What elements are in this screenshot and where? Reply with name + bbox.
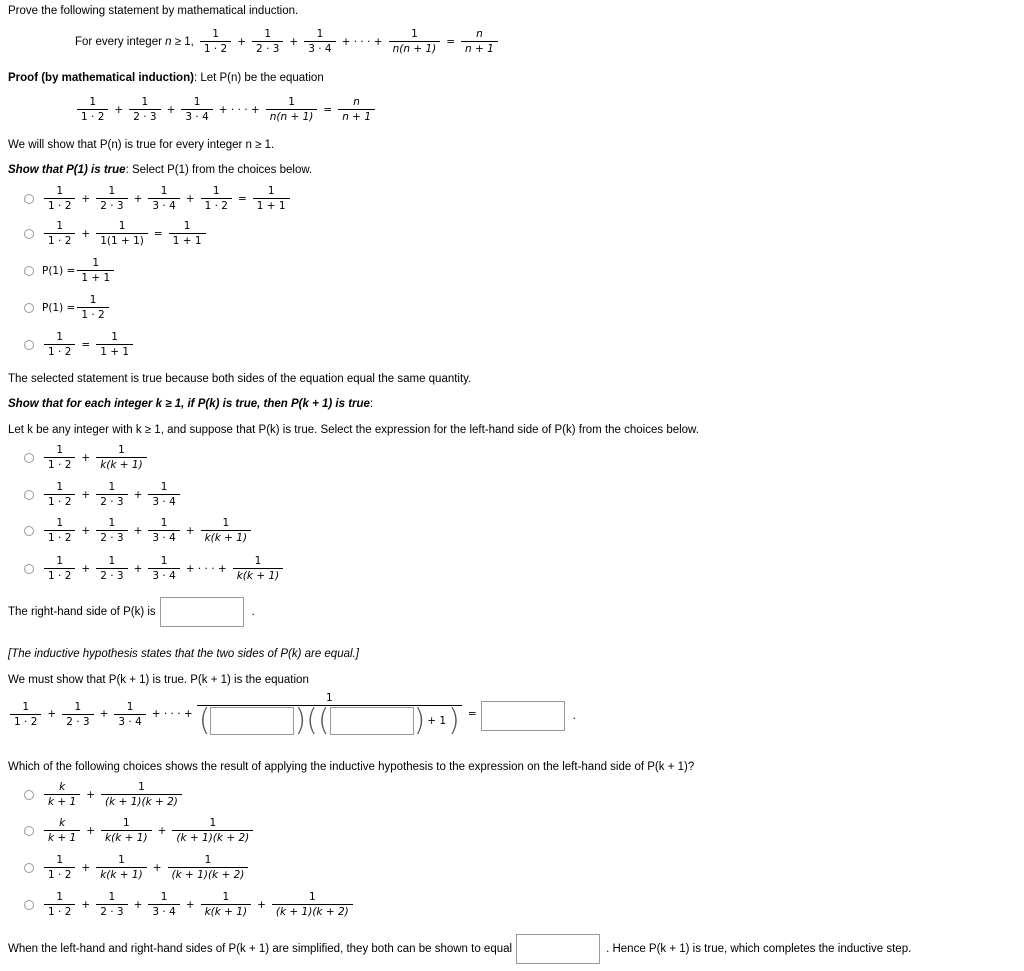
radio-button[interactable] — [24, 863, 34, 873]
fraction: $\frac{1}{2 \cdot 3}$ — [252, 28, 283, 55]
radio-button[interactable] — [24, 790, 34, 800]
will-show: We will show that P(n) is true for every integer n ≥ 1. — [8, 139, 275, 151]
paren: ( — [198, 703, 211, 738]
pk1-equation: $\frac{1}{1 \cdot 2}$ + $\frac{1}{2 \cdot 3}$ + $\frac{1}{3 \cdot 4}$ + · · · + 1 ( )( ( ) + 1 ) = . — [8, 692, 576, 736]
fraction: $\frac{1}{k(k + 1)}$ — [96, 854, 147, 881]
fraction: $\frac{1}{1 + 1}$ — [77, 257, 114, 284]
fraction: $\frac{1}{1 + 1}$ — [96, 331, 133, 358]
radio-button[interactable] — [24, 229, 34, 239]
fraction: $\frac{1}{2 \cdot 3}$ — [96, 555, 127, 582]
radio-button[interactable] — [24, 194, 34, 204]
fraction: $\frac{1}{3 \cdot 4}$ — [148, 555, 179, 582]
fraction: $\frac{1}{k(k + 1)}$ — [96, 444, 147, 471]
lhs-option-1[interactable]: $\frac{1}{1 \cdot 2}$ + $\frac{1}{k(k + 1)}$ — [24, 444, 149, 471]
radio-button[interactable] — [24, 900, 34, 910]
fraction: $\frac{n}{n + 1}$ — [338, 96, 375, 123]
radio-button[interactable] — [24, 526, 34, 536]
fraction: $\frac{1}{k(k + 1)}$ — [233, 555, 284, 582]
fraction: $\frac{1}{2 \cdot 3}$ — [96, 185, 127, 212]
inductive-hypothesis-note: [The inductive hypothesis states that the two sides of P(k) are equal.] — [8, 648, 359, 660]
final-line: When the left-hand and right-hand sides of P(k + 1) are simplified, they both can be shown to equal . Hence P(k + 1) is true, which completes the inductive step. — [8, 934, 911, 964]
inductive-heading: Show that for each integer k ≥ 1, if P(k) is true, then P(k + 1) is true — [8, 398, 370, 410]
fraction: $\frac{1}{1 \cdot 2}$ — [201, 185, 232, 212]
fraction: $\frac{1}{1 \cdot 2}$ — [44, 444, 75, 471]
fraction: $\frac{1}{1(1 + 1)}$ — [96, 220, 148, 247]
fraction: $\frac{1}{2 \cdot 3}$ — [96, 517, 127, 544]
fraction: $\frac{1}{3 \cdot 4}$ — [148, 185, 179, 212]
fraction: $\frac{1}{1 \cdot 2}$ — [77, 96, 108, 123]
lhs-option-2[interactable]: $\frac{1}{1 \cdot 2}$ + $\frac{1}{2 \cdot 3}$ + $\frac{1}{3 \cdot 4}$ — [24, 481, 182, 508]
fraction: $\frac{1}{3 \cdot 4}$ — [114, 701, 145, 728]
ih-option-4[interactable]: $\frac{1}{1 \cdot 2}$ + $\frac{1}{2 \cdot 3}$ + $\frac{1}{3 \cdot 4}$ + $\frac{1}{k(k + 1)}$ + $\frac{1}{(k + 1)(k + 2)}$ — [24, 891, 355, 918]
statement-prefix: For every integer — [75, 35, 162, 48]
base-conclusion: The selected statement is true because both sides of the equation equal the same quantity. — [8, 373, 472, 385]
ih-option-1[interactable]: $\frac{k}{k + 1}$ + $\frac{1}{(k + 1)(k + 2)}$ — [24, 781, 184, 808]
statement: For every integer n ≥ 1, $\frac{1}{1 \cdot 2}$ + $\frac{1}{2 \cdot 3}$ + $\frac{1}{3 \cdot 4}$ + · · · + $\frac{1}{n(n + 1)}$ = $\frac{n}{n + 1}$ — [75, 28, 500, 55]
lhs-option-4[interactable]: $\frac{1}{1 \cdot 2}$ + $\frac{1}{2 \cdot 3}$ + $\frac{1}{3 \cdot 4}$ + · · · + $\frac{1}{k(k + 1)}$ — [24, 555, 285, 582]
instructions: Prove the following statement by mathematical induction. — [8, 5, 299, 17]
base-heading: Show that P(1) is true — [8, 164, 126, 176]
fraction: $\frac{1}{1 \cdot 2}$ — [77, 294, 108, 321]
fraction: $\frac{1}{(k + 1)(k + 2)}$ — [172, 817, 253, 844]
simplified-input[interactable] — [516, 934, 600, 964]
fraction: $\frac{1}{1 \cdot 2}$ — [44, 517, 75, 544]
fraction: $\frac{1}{1 \cdot 2}$ — [44, 854, 75, 881]
final-text: When the left-hand and right-hand sides of P(k + 1) are simplified, they both can be shown to equal — [8, 943, 513, 955]
paren: ) — [413, 703, 426, 738]
fraction: $\frac{1}{k(k + 1)}$ — [101, 817, 152, 844]
radio-button[interactable] — [24, 340, 34, 350]
base-case-intro: Show that P(1) is true: Select P(1) from the choices below. — [8, 164, 313, 176]
fraction: $\frac{1}{(k + 1)(k + 2)}$ — [272, 891, 353, 918]
ih-option-3[interactable]: $\frac{1}{1 \cdot 2}$ + $\frac{1}{k(k + 1)}$ + $\frac{1}{(k + 1)(k + 2)}$ — [24, 854, 250, 881]
pn-equation: $\frac{1}{1 \cdot 2}$ + $\frac{1}{2 \cdot 3}$ + $\frac{1}{3 \cdot 4}$ + · · · + $\frac{1}{n(n + 1)}$ = $\frac{n}{n + 1}$ — [75, 96, 377, 123]
radio-button[interactable] — [24, 564, 34, 574]
fraction: $\frac{1}{(k + 1)(k + 2)}$ — [101, 781, 182, 808]
fraction: $\frac{1}{3 \cdot 4}$ — [148, 891, 179, 918]
fraction: $\frac{1}{3 \cdot 4}$ — [181, 96, 212, 123]
fraction: $\frac{1}{1 \cdot 2}$ — [44, 185, 75, 212]
fraction: $\frac{n}{n + 1}$ — [461, 28, 498, 55]
paren: ) — [448, 703, 460, 738]
fraction: $\frac{1}{1 \cdot 2}$ — [10, 701, 41, 728]
base-option-1[interactable]: $\frac{1}{1 \cdot 2}$ + $\frac{1}{2 \cdot 3}$ + $\frac{1}{3 \cdot 4}$ + $\frac{1}{1 \cdot 2}$ = $\frac{1}{1 + 1}$ — [24, 185, 292, 212]
ih-option-2[interactable]: $\frac{k}{k + 1}$ + $\frac{1}{k(k + 1)}$ + $\frac{1}{(k + 1)(k + 2)}$ — [24, 817, 255, 844]
inductive-let: Let k be any integer with k ≥ 1, and suppose that P(k) is true. Select the expression for the left-hand side of P(k) from the choices below. — [8, 424, 699, 436]
fraction: $\frac{1}{1 \cdot 2}$ — [44, 220, 75, 247]
fraction: $\frac{1}{n(n + 1)}$ — [389, 28, 441, 55]
ih-question: Which of the following choices shows the result of applying the inductive hypothesis to the expression on the left-hand side of P(k + 1)? — [8, 761, 695, 773]
fraction: $\frac{1}{1 \cdot 2}$ — [200, 28, 231, 55]
paren: ( — [317, 703, 330, 738]
fraction: $\frac{1}{3 \cdot 4}$ — [304, 28, 335, 55]
radio-button[interactable] — [24, 453, 34, 463]
proof-intro: Proof (by mathematical induction): Let P(n) be the equation — [8, 72, 324, 84]
base-option-4[interactable]: P(1) = $\frac{1}{1 \cdot 2}$ — [24, 294, 111, 321]
inductive-step-intro: Show that for each integer k ≥ 1, if P(k) is true, then P(k + 1) is true: — [8, 398, 374, 410]
base-option-5[interactable]: $\frac{1}{1 \cdot 2}$ = $\frac{1}{1 + 1}$ — [24, 331, 135, 358]
fraction: $\frac{1}{1 \cdot 2}$ — [44, 555, 75, 582]
fraction: $\frac{1}{n(n + 1)}$ — [266, 96, 318, 123]
rhs-pk: The right-hand side of P(k) is . — [8, 597, 255, 627]
fraction: $\frac{1}{2 \cdot 3}$ — [96, 891, 127, 918]
fraction: $\frac{1}{1 \cdot 2}$ — [44, 481, 75, 508]
must-show: We must show that P(k + 1) is true. P(k + 1) is the equation — [8, 674, 309, 686]
fraction: $\frac{1}{2 \cdot 3}$ — [62, 701, 93, 728]
radio-button[interactable] — [24, 826, 34, 836]
pk1-factor1-input[interactable] — [210, 707, 294, 735]
radio-button[interactable] — [24, 303, 34, 313]
radio-button[interactable] — [24, 490, 34, 500]
radio-button[interactable] — [24, 266, 34, 276]
fraction: $\frac{1}{1 + 1}$ — [169, 220, 206, 247]
rhs-pk-input[interactable] — [160, 597, 244, 627]
rhs-label: The right-hand side of P(k) is — [8, 606, 156, 618]
lhs-option-3[interactable]: $\frac{1}{1 \cdot 2}$ + $\frac{1}{2 \cdot 3}$ + $\frac{1}{3 \cdot 4}$ + $\frac{1}{k(k + 1)}$ — [24, 517, 253, 544]
paren: )( — [294, 703, 318, 738]
fraction: $\frac{1}{(k + 1)(k + 2)}$ — [168, 854, 249, 881]
fraction: 1 ( )( ( ) + 1 ) — [198, 692, 460, 738]
fraction: $\frac{1}{k(k + 1)}$ — [201, 517, 252, 544]
base-option-2[interactable]: $\frac{1}{1 \cdot 2}$ + $\frac{1}{1(1 + 1)}$ = $\frac{1}{1 + 1}$ — [24, 220, 208, 247]
fraction: $\frac{1}{1 \cdot 2}$ — [44, 331, 75, 358]
fraction: $\frac{1}{1 \cdot 2}$ — [44, 891, 75, 918]
fraction: $\frac{1}{3 \cdot 4}$ — [148, 481, 179, 508]
fraction: $\frac{1}{3 \cdot 4}$ — [148, 517, 179, 544]
proof-heading: Proof (by mathematical induction) — [8, 72, 194, 84]
fraction: $\frac{k}{k + 1}$ — [44, 817, 80, 844]
fraction: $\frac{1}{2 \cdot 3}$ — [129, 96, 160, 123]
fraction: $\frac{k}{k + 1}$ — [44, 781, 80, 808]
fraction: $\frac{1}{k(k + 1)}$ — [201, 891, 252, 918]
pk1-rhs-input[interactable] — [481, 701, 565, 731]
fraction: $\frac{1}{2 \cdot 3}$ — [96, 481, 127, 508]
pk1-factor2-input[interactable] — [330, 707, 414, 735]
base-option-3[interactable]: P(1) = $\frac{1}{1 + 1}$ — [24, 257, 116, 284]
fraction: $\frac{1}{1 + 1}$ — [253, 185, 290, 212]
